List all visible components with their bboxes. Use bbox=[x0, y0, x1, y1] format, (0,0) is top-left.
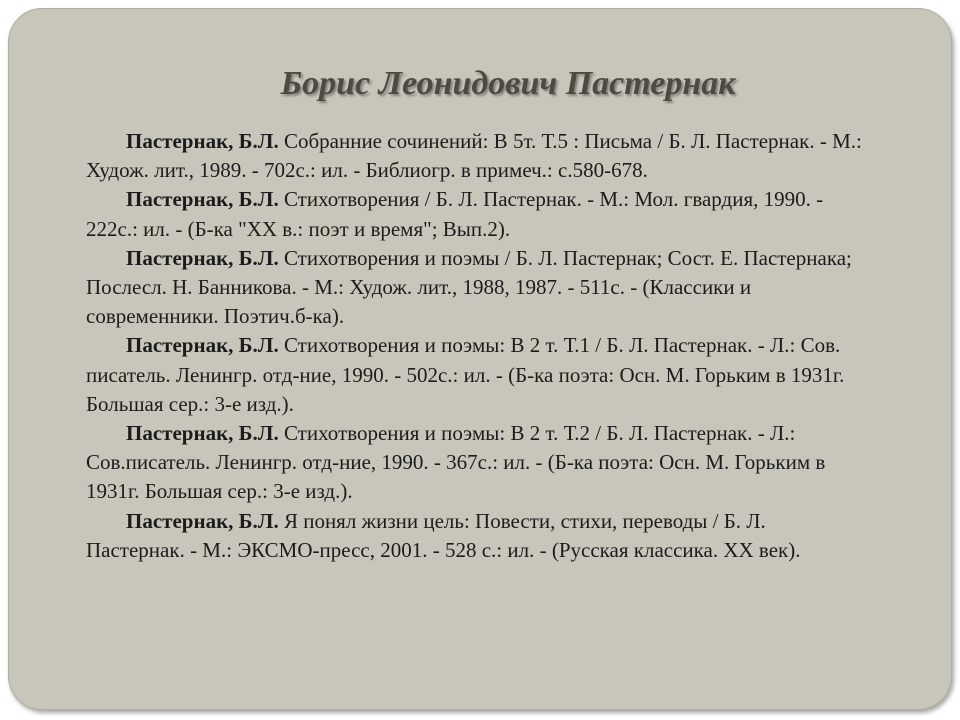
entry-author: Пастернак, Б.Л. bbox=[126, 333, 279, 358]
entry-text: Я понял жизни цель: Повести, стихи, переводы / Б. Л. Пастернак. - М.: ЭКСМО-пресс, 2001. - 528 с.: ил. - (Русская классика. XX век). bbox=[86, 508, 801, 562]
entry-text: Стихотворения / Б. Л. Пастернак. - М.: Мол. гвардия, 1990. - 222с.: ил. - (Б-ка "XX в.: поэт и время"; Вып.2). bbox=[86, 187, 824, 241]
entry-text: Стихотворения и поэмы: В 2 т. Т.1 / Б. Л. Пастернак. - Л.: Сов. писатель. Ленингр. отд-ние, 1990. - 502с.: ил. - (Б-ка поэта: Осн. М. Горьким в 1931г. Большая сер.: 3-е изд.). bbox=[86, 333, 845, 416]
bibliography-entry bbox=[86, 507, 868, 565]
entry-text: Стихотворения и поэмы / Б. Л. Пастернак; Сост. Е. Пастернака; Послесл. Н. Банникова. - М.: Худож. лит., 1988, 1987. - 511с. - (Классики и современники. Поэтич.б-ка). bbox=[86, 245, 852, 329]
bibliography-entry bbox=[86, 127, 868, 185]
slide-title: Борис Леонидович Пастернак bbox=[280, 65, 736, 102]
entry-author: Пастернак, Б.Л. bbox=[126, 129, 279, 153]
bibliography-entry bbox=[86, 419, 868, 507]
bibliography-entry bbox=[86, 244, 868, 332]
entry-text: Собранние сочинений: В 5т. Т.5 : Письма / Б. Л. Пастернак. - М.: Худож. лит., 1989. - 702с.: ил. - Библиогр. в примеч.: с.580-678. bbox=[86, 129, 862, 183]
entry-text: Стихотворения и поэмы: В 2 т. Т.2 / Б. Л. Пастернак. - Л.: Сов.писатель. Ленингр. отд-ние, 1990. - 367с.: ил. - (Б-ка поэта: Осн. М. Горьким в 1931г. Большая сер.: 3-е изд.). bbox=[86, 421, 826, 504]
entry-author: Пастернак, Б.Л. bbox=[126, 508, 279, 533]
entry-author: Пастернак, Б.Л. bbox=[126, 187, 279, 212]
entry-author: Пастернак, Б.Л. bbox=[126, 245, 279, 270]
slide bbox=[8, 8, 952, 710]
entry-author: Пастернак, Б.Л. bbox=[126, 421, 279, 446]
bibliography-entry bbox=[86, 185, 868, 243]
bibliography-list bbox=[86, 127, 868, 565]
bibliography-entry bbox=[86, 331, 868, 419]
